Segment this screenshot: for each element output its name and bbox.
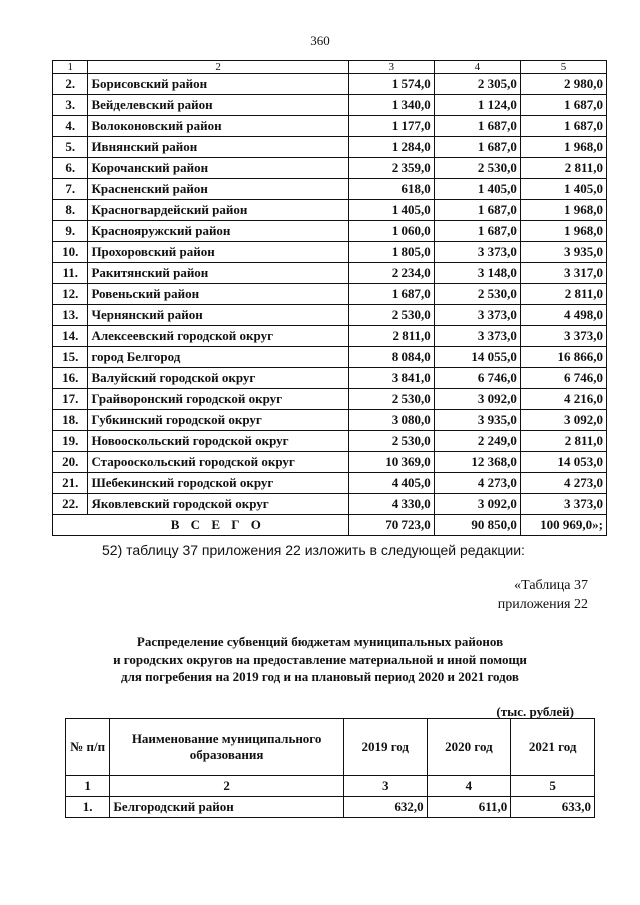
- table2-header-2019: 2019 год: [343, 719, 427, 776]
- table2-header-name: Наименование муниципального образования: [110, 719, 344, 776]
- value-col-5: 4 216,0: [520, 389, 606, 410]
- table2-header-2020: 2020 год: [427, 719, 511, 776]
- municipality-name: Шебекинский городской округ: [88, 473, 348, 494]
- table2-index-row: [66, 776, 595, 797]
- value-col-3: 2 530,0: [348, 389, 434, 410]
- row-number: 5.: [53, 137, 88, 158]
- row-number: 6.: [53, 158, 88, 179]
- municipality-name: Чернянский район: [88, 305, 348, 326]
- municipality-name: Ракитянский район: [88, 263, 348, 284]
- municipality-name: Грайворонский городской округ: [88, 389, 348, 410]
- value-col-3: 2 234,0: [348, 263, 434, 284]
- table-row: [53, 452, 607, 473]
- table-total-row: [53, 515, 607, 536]
- total-col-4: 90 850,0: [434, 515, 520, 536]
- value-col-5: 1 687,0: [520, 95, 606, 116]
- table2-body: [66, 719, 595, 818]
- table2-index-5: 5: [511, 776, 595, 797]
- municipality-name: Алексеевский городской округ: [88, 326, 348, 347]
- total-col-3: 70 723,0: [348, 515, 434, 536]
- value-col-4: 3 092,0: [434, 494, 520, 515]
- value-col-4: 1 687,0: [434, 137, 520, 158]
- table-row: [53, 200, 607, 221]
- value-col-3: 1 060,0: [348, 221, 434, 242]
- value-col-3: 1 284,0: [348, 137, 434, 158]
- value-col-5: 3 092,0: [520, 410, 606, 431]
- value-col-3: 1 405,0: [348, 200, 434, 221]
- row-number: 22.: [53, 494, 88, 515]
- value-col-5: 3 935,0: [520, 242, 606, 263]
- row-number: 17.: [53, 389, 88, 410]
- row-number: 7.: [53, 179, 88, 200]
- table1-col-4: 4: [434, 61, 520, 74]
- table-reference-line2: приложения 22: [497, 597, 588, 612]
- municipality-name: Новооскольский городской округ: [88, 431, 348, 452]
- municipality-name: Корочанский район: [88, 158, 348, 179]
- row-number: 9.: [53, 221, 88, 242]
- table-row: [53, 95, 607, 116]
- total-col-5: 100 969,0»;: [520, 515, 606, 536]
- table-row: [66, 797, 595, 818]
- value-col-5: 16 866,0: [520, 347, 606, 368]
- value-col-3: 3 080,0: [348, 410, 434, 431]
- value-col-4: 3 092,0: [434, 389, 520, 410]
- value-col-4: 2 305,0: [434, 74, 520, 95]
- value-col-4: 3 935,0: [434, 410, 520, 431]
- value-2020: 611,0: [427, 797, 511, 818]
- units-label: (тыс. рублей): [496, 704, 574, 719]
- table-reference-line1: «Таблица 37: [514, 578, 588, 593]
- total-label: В С Е Г О: [88, 515, 348, 536]
- row-number: 14.: [53, 326, 88, 347]
- table-row: [53, 116, 607, 137]
- subvention-table-37: [65, 718, 595, 818]
- row-number: 12.: [53, 284, 88, 305]
- municipality-name: Старооскольский городской округ: [88, 452, 348, 473]
- table1-body: [53, 61, 607, 536]
- value-col-5: 14 053,0: [520, 452, 606, 473]
- value-col-5: 2 980,0: [520, 74, 606, 95]
- value-col-5: 4 273,0: [520, 473, 606, 494]
- value-col-5: 1 968,0: [520, 221, 606, 242]
- value-col-4: 3 373,0: [434, 242, 520, 263]
- amendment-paragraph: 52) таблицу 37 приложения 22 изложить в следующей редакции:: [102, 542, 525, 558]
- row-number: 13.: [53, 305, 88, 326]
- table-row: [53, 242, 607, 263]
- value-col-4: 14 055,0: [434, 347, 520, 368]
- table-heading-line2: и городских округов на предоставление материальной и иной помощи: [113, 652, 527, 667]
- municipality-name: Вейделевский район: [88, 95, 348, 116]
- value-col-4: 6 746,0: [434, 368, 520, 389]
- row-number: 20.: [53, 452, 88, 473]
- municipality-name: Губкинский городской округ: [88, 410, 348, 431]
- municipality-name: Ровеньский район: [88, 284, 348, 305]
- table-row: [53, 410, 607, 431]
- value-col-4: 1 124,0: [434, 95, 520, 116]
- municipality-name: Красненский район: [88, 179, 348, 200]
- value-col-3: 1 340,0: [348, 95, 434, 116]
- value-col-3: 4 330,0: [348, 494, 434, 515]
- page-number: 360: [310, 33, 330, 48]
- value-col-4: 2 530,0: [434, 284, 520, 305]
- value-col-3: 3 841,0: [348, 368, 434, 389]
- row-number: 11.: [53, 263, 88, 284]
- value-col-5: 2 811,0: [520, 158, 606, 179]
- value-col-4: 3 148,0: [434, 263, 520, 284]
- table2-header-row: [66, 719, 595, 776]
- row-number: 21.: [53, 473, 88, 494]
- table-row: [53, 263, 607, 284]
- municipality-name: Волоконовский район: [88, 116, 348, 137]
- table-heading-line1: Распределение субвенций бюджетам муниципальных районов: [136, 634, 504, 649]
- table2-header-num: № п/п: [66, 719, 110, 776]
- table-row: [53, 74, 607, 95]
- value-col-3: 1 574,0: [348, 74, 434, 95]
- table2-index-3: 3: [343, 776, 427, 797]
- value-col-3: 2 359,0: [348, 158, 434, 179]
- row-number: 15.: [53, 347, 88, 368]
- value-col-3: 2 530,0: [348, 431, 434, 452]
- table1-header-row: [53, 61, 607, 74]
- value-col-3: 2 530,0: [348, 305, 434, 326]
- value-col-5: 4 498,0: [520, 305, 606, 326]
- value-col-5: 2 811,0: [520, 431, 606, 452]
- table2-index-1: 1: [66, 776, 110, 797]
- value-col-4: 1 405,0: [434, 179, 520, 200]
- value-col-3: 1 805,0: [348, 242, 434, 263]
- value-col-5: 6 746,0: [520, 368, 606, 389]
- table2-index-2: 2: [110, 776, 344, 797]
- table-row: [53, 305, 607, 326]
- row-number: 18.: [53, 410, 88, 431]
- table1-col-3: 3: [348, 61, 434, 74]
- table-heading-line3: для погребения на 2019 год и на плановый период 2020 и 2021 годов: [121, 669, 519, 684]
- value-col-4: 1 687,0: [434, 116, 520, 137]
- table-row: [53, 221, 607, 242]
- value-col-4: 12 368,0: [434, 452, 520, 473]
- value-col-3: 2 811,0: [348, 326, 434, 347]
- row-number: 16.: [53, 368, 88, 389]
- value-col-5: 3 373,0: [520, 494, 606, 515]
- value-col-4: 1 687,0: [434, 221, 520, 242]
- table-row: [53, 347, 607, 368]
- table-row: [53, 326, 607, 347]
- value-col-4: 1 687,0: [434, 200, 520, 221]
- municipality-name: Ивнянский район: [88, 137, 348, 158]
- table-row: [53, 473, 607, 494]
- municipality-name: Валуйский городской округ: [88, 368, 348, 389]
- municipality-name: Краснояружский район: [88, 221, 348, 242]
- value-col-4: 3 373,0: [434, 326, 520, 347]
- table1-col-5: 5: [520, 61, 606, 74]
- value-col-3: 618,0: [348, 179, 434, 200]
- municipality-name: Красногвардейский район: [88, 200, 348, 221]
- municipality-name: Борисовский район: [88, 74, 348, 95]
- value-col-5: 1 687,0: [520, 116, 606, 137]
- row-number: 4.: [53, 116, 88, 137]
- table-row: [53, 389, 607, 410]
- value-col-3: 8 084,0: [348, 347, 434, 368]
- value-col-5: 1 968,0: [520, 200, 606, 221]
- table2-header-2021: 2021 год: [511, 719, 595, 776]
- municipality-name: город Белгород: [88, 347, 348, 368]
- table-row: [53, 179, 607, 200]
- value-2021: 633,0: [511, 797, 595, 818]
- table-row: [53, 137, 607, 158]
- table-row: [53, 284, 607, 305]
- value-col-4: 2 530,0: [434, 158, 520, 179]
- municipality-name: Яковлевский городской округ: [88, 494, 348, 515]
- row-number: 10.: [53, 242, 88, 263]
- row-number: 2.: [53, 74, 88, 95]
- value-col-4: 2 249,0: [434, 431, 520, 452]
- table-row: [53, 158, 607, 179]
- value-col-5: 3 317,0: [520, 263, 606, 284]
- value-col-3: 1 177,0: [348, 116, 434, 137]
- value-col-3: 10 369,0: [348, 452, 434, 473]
- value-2019: 632,0: [343, 797, 427, 818]
- table1-col-1: 1: [53, 61, 88, 74]
- row-number: 1.: [66, 797, 110, 818]
- value-col-3: 4 405,0: [348, 473, 434, 494]
- table-row: [53, 494, 607, 515]
- table-row: [53, 368, 607, 389]
- total-empty-cell: [53, 515, 88, 536]
- value-col-5: 3 373,0: [520, 326, 606, 347]
- value-col-3: 1 687,0: [348, 284, 434, 305]
- municipality-name: Прохоровский район: [88, 242, 348, 263]
- value-col-5: 2 811,0: [520, 284, 606, 305]
- value-col-5: 1 405,0: [520, 179, 606, 200]
- row-number: 3.: [53, 95, 88, 116]
- row-number: 8.: [53, 200, 88, 221]
- subvention-table-continued: [52, 60, 607, 536]
- value-col-4: 3 373,0: [434, 305, 520, 326]
- table-row: [53, 431, 607, 452]
- table1-col-2: 2: [88, 61, 348, 74]
- value-col-4: 4 273,0: [434, 473, 520, 494]
- value-col-5: 1 968,0: [520, 137, 606, 158]
- row-number: 19.: [53, 431, 88, 452]
- municipality-name: Белгородский район: [110, 797, 344, 818]
- table2-index-4: 4: [427, 776, 511, 797]
